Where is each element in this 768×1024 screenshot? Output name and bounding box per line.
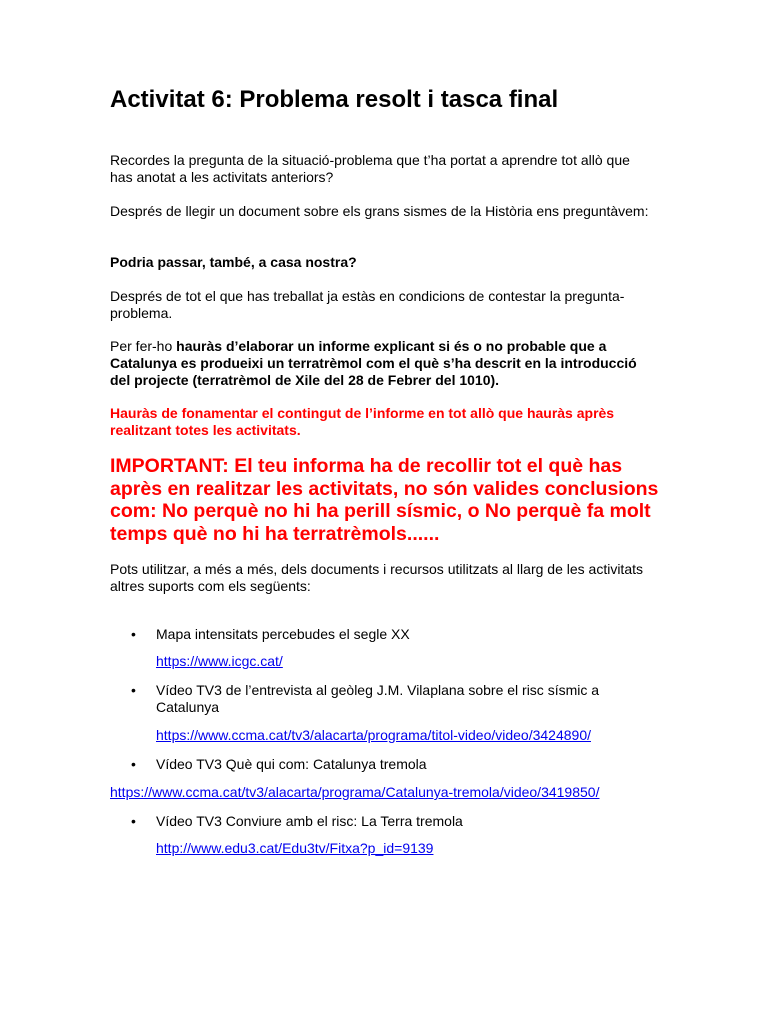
page-title: Activitat 6: Problema resolt i tasca final [110,86,559,113]
bullet-icon: • [131,682,136,698]
resource-label: Vídeo TV3 Conviure amb el risc: La Terra tremola [156,813,463,829]
important-warning: IMPORTANT: El teu informa ha de recollir tot el què has après en realitzar les activitats, no són valides conclusions com: No perquè no hi ha perill sísmic, o No perquè fa molt temps què no hi ha terratrèmols...... [110,455,659,545]
resource-link-edu3[interactable]: http://www.edu3.cat/Edu3tv/Fitxa?p_id=9139 [156,840,434,856]
resource-label: Vídeo TV3 Què qui com: Catalunya tremola [156,756,427,772]
resource-label: Vídeo TV3 de l’entrevista al geòleg J.M. Vilaplana sobre el risc sísmic a Catalunya [156,682,600,715]
intro-paragraph: Recordes la pregunta de la situació-problema que t’ha portat a aprendre tot allò que has anotat a les activitats anteriors? [110,152,630,185]
resource-link-icgc[interactable]: https://www.icgc.cat/ [156,653,283,669]
bullet-icon: • [131,626,136,642]
key-question: Podria passar, també, a casa nostra? [110,254,357,270]
bullet-icon: • [131,756,136,772]
status-paragraph: Després de tot el que has treballat ja estàs en condicions de contestar la pregunta-problema. [110,288,625,321]
resource-link-vilaplana[interactable]: https://www.ccma.cat/tv3/alacarta/programa/titol-video/video/3424890/ [156,727,591,743]
resource-label: Mapa intensitats percebudes el segle XX [156,626,410,642]
task-paragraph-prefix: Per fer-ho [110,338,177,354]
task-paragraph [110,338,650,389]
resource-link-catalunya-tremola[interactable]: https://www.ccma.cat/tv3/alacarta/programa/Catalunya-tremola/video/3419850/ [110,784,600,800]
context-paragraph: Després de llegir un document sobre els grans sismes de la Història ens preguntàvem: [110,203,649,219]
resources-intro: Pots utilitzar, a més a més, dels documents i recursos utilitzats al llarg de les activitats altres suports com els següents: [110,561,643,594]
red-note: Hauràs de fonamentar el contingut de l’informe en tot allò que hauràs après realitzant totes les activitats. [110,405,615,438]
bullet-icon: • [131,813,136,829]
task-paragraph-bold: hauràs d’elaborar un informe explicant si és o no probable que a Catalunya es produeixi un terratrèmol com el què s’ha descrit en la introducció del projecte (terratrèmol de Xile del 28 de Febrer del 1010). [110,338,637,388]
